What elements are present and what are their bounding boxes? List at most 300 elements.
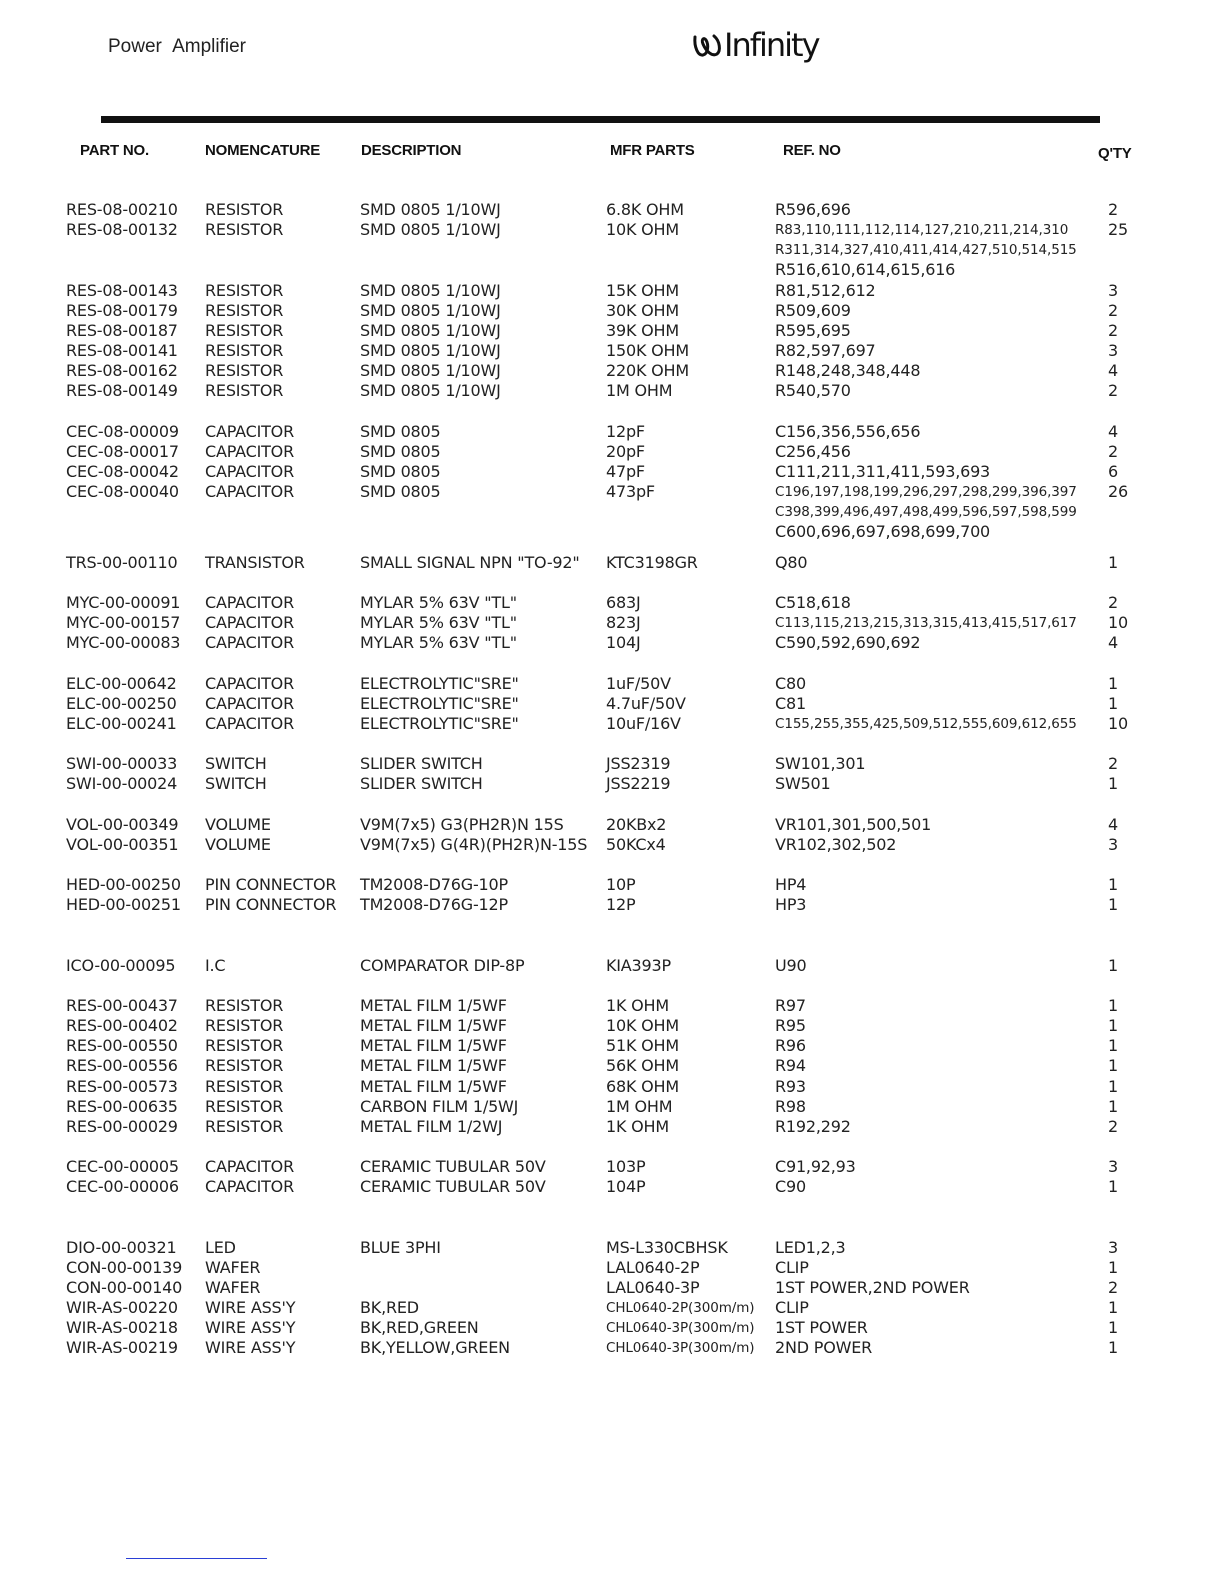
cell-description: SMD 0805 1/10WJ xyxy=(360,281,501,300)
cell-mfr-part: 12pF xyxy=(606,422,645,441)
cell-part-number: CON-00-00140 xyxy=(66,1278,183,1297)
cell-mfr-part: 10P xyxy=(606,875,636,894)
cell-mfr-part: 473pF xyxy=(606,482,655,501)
table-row xyxy=(0,774,1224,794)
cell-mfr-part: LAL0640-3P xyxy=(606,1278,700,1297)
col-header-mfr-parts: MFR PARTS xyxy=(610,142,695,159)
cell-description: CERAMIC TUBULAR 50V xyxy=(360,1157,546,1176)
cell-mfr-part: CHL0640-3P(300m/m) xyxy=(606,1320,755,1336)
cell-nomenclature: RESISTOR xyxy=(205,1117,284,1136)
cell-description: SMD 0805 1/10WJ xyxy=(360,220,501,239)
cell-reference: C590,592,690,692 xyxy=(775,633,921,652)
cell-part-number: RES-08-00143 xyxy=(66,281,178,300)
cell-part-number: HED-00-00250 xyxy=(66,875,181,894)
cell-nomenclature: RESISTOR xyxy=(205,996,284,1015)
cell-quantity: 1 xyxy=(1108,1318,1118,1337)
cell-description: SMD 0805 1/10WJ xyxy=(360,301,501,320)
table-row xyxy=(0,200,1224,220)
cell-mfr-part: 823J xyxy=(606,613,641,632)
table-row xyxy=(0,361,1224,381)
cell-nomenclature: WAFER xyxy=(205,1258,261,1277)
cell-nomenclature: LED xyxy=(205,1238,236,1257)
cell-nomenclature: CAPACITOR xyxy=(205,1157,294,1176)
cell-reference: C256,456 xyxy=(775,442,851,461)
cell-nomenclature: RESISTOR xyxy=(205,1036,284,1055)
cell-nomenclature: RESISTOR xyxy=(205,281,284,300)
cell-part-number: RES-08-00149 xyxy=(66,381,178,400)
cell-description: METAL FILM 1/5WF xyxy=(360,1077,507,1096)
cell-mfr-part: 30K OHM xyxy=(606,301,679,320)
cell-quantity: 1 xyxy=(1108,1016,1118,1035)
cell-description: SLIDER SWITCH xyxy=(360,774,483,793)
cell-description: MYLAR 5% 63V "TL" xyxy=(360,593,517,612)
table-row xyxy=(0,714,1224,734)
cell-part-number: RES-00-00029 xyxy=(66,1117,178,1136)
cell-quantity: 2 xyxy=(1108,593,1118,612)
table-row xyxy=(0,1318,1224,1338)
cell-mfr-part: MS-L330CBHSK xyxy=(606,1238,728,1257)
cell-quantity: 1 xyxy=(1108,996,1118,1015)
brand-wordmark: Infinity xyxy=(724,26,819,64)
cell-nomenclature: CAPACITOR xyxy=(205,674,294,693)
cell-quantity: 1 xyxy=(1108,1097,1118,1116)
cell-nomenclature: CAPACITOR xyxy=(205,694,294,713)
table-row xyxy=(0,1077,1224,1097)
cell-quantity: 25 xyxy=(1108,220,1128,239)
cell-mfr-part: 20pF xyxy=(606,442,645,461)
table-row xyxy=(0,956,1224,976)
cell-part-number: MYC-00-00091 xyxy=(66,593,181,612)
cell-reference: R95 xyxy=(775,1016,806,1035)
cell-quantity: 3 xyxy=(1108,281,1118,300)
cell-quantity: 2 xyxy=(1108,1117,1118,1136)
table-row xyxy=(0,1097,1224,1117)
cell-part-number: VOL-00-00351 xyxy=(66,835,179,854)
page-title: Power Amplifier xyxy=(108,36,246,57)
cell-part-number: RES-08-00210 xyxy=(66,200,178,219)
cell-reference: 2ND POWER xyxy=(775,1338,873,1357)
cell-part-number: CEC-00-00006 xyxy=(66,1177,179,1196)
table-row xyxy=(0,321,1224,341)
cell-reference: R82,597,697 xyxy=(775,341,876,360)
footer-link-underline[interactable] xyxy=(126,1558,267,1559)
cell-description: BK,YELLOW,GREEN xyxy=(360,1338,510,1357)
cell-quantity: 6 xyxy=(1108,462,1118,481)
cell-part-number: HED-00-00251 xyxy=(66,895,181,914)
cell-nomenclature: RESISTOR xyxy=(205,361,284,380)
table-row xyxy=(0,674,1224,694)
col-header-part-no: PART NO. xyxy=(80,142,149,159)
cell-reference: R540,570 xyxy=(775,381,851,400)
cell-quantity: 1 xyxy=(1108,553,1118,572)
cell-description: CARBON FILM 1/5WJ xyxy=(360,1097,519,1116)
table-row xyxy=(0,633,1224,653)
cell-part-number: MYC-00-00083 xyxy=(66,633,181,652)
cell-mfr-part: 50KCx4 xyxy=(606,835,666,854)
cell-part-number: RES-08-00132 xyxy=(66,220,178,239)
table-row xyxy=(0,220,1224,240)
cell-quantity: 1 xyxy=(1108,1298,1118,1317)
table-row xyxy=(0,442,1224,462)
cell-part-number: SWI-00-00033 xyxy=(66,754,178,773)
cell-nomenclature: RESISTOR xyxy=(205,341,284,360)
cell-quantity: 4 xyxy=(1108,422,1118,441)
cell-reference: C113,115,213,215,313,315,413,415,517,617 xyxy=(775,615,1077,631)
cell-part-number: RES-08-00162 xyxy=(66,361,178,380)
cell-mfr-part: 1M OHM xyxy=(606,381,673,400)
cell-reference: R192,292 xyxy=(775,1117,851,1136)
col-header-description: DESCRIPTION xyxy=(361,142,462,159)
cell-reference: Q80 xyxy=(775,553,808,572)
table-row xyxy=(0,502,1224,522)
cell-description: METAL FILM 1/5WF xyxy=(360,1036,507,1055)
cell-mfr-part: JSS2319 xyxy=(606,754,671,773)
cell-part-number: RES-08-00141 xyxy=(66,341,178,360)
cell-mfr-part: 103P xyxy=(606,1157,646,1176)
cell-nomenclature: CAPACITOR xyxy=(205,462,294,481)
cell-part-number: SWI-00-00024 xyxy=(66,774,178,793)
table-row xyxy=(0,1338,1224,1358)
cell-quantity: 2 xyxy=(1108,754,1118,773)
cell-description: TM2008-D76G-12P xyxy=(360,895,508,914)
cell-description: V9M(7x5) G3(PH2R)N 15S xyxy=(360,815,564,834)
table-row xyxy=(0,835,1224,855)
cell-nomenclature: CAPACITOR xyxy=(205,442,294,461)
cell-part-number: CEC-08-00040 xyxy=(66,482,179,501)
cell-description: SMD 0805 1/10WJ xyxy=(360,341,501,360)
cell-mfr-part: 6.8K OHM xyxy=(606,200,684,219)
cell-mfr-part: 1K OHM xyxy=(606,996,669,1015)
cell-mfr-part: 10K OHM xyxy=(606,220,679,239)
cell-mfr-part: 47pF xyxy=(606,462,645,481)
cell-description: SMD 0805 xyxy=(360,482,441,501)
cell-mfr-part: CHL0640-3P(300m/m) xyxy=(606,1340,755,1356)
cell-nomenclature: RESISTOR xyxy=(205,1097,284,1116)
cell-quantity: 26 xyxy=(1108,482,1128,501)
cell-reference: CLIP xyxy=(775,1258,809,1277)
cell-quantity: 1 xyxy=(1108,1056,1118,1075)
cell-reference: C196,197,198,199,296,297,298,299,396,397 xyxy=(775,484,1077,500)
table-row xyxy=(0,462,1224,482)
cell-nomenclature: VOLUME xyxy=(205,835,271,854)
cell-reference: 1ST POWER xyxy=(775,1318,868,1337)
cell-mfr-part: 56K OHM xyxy=(606,1056,679,1075)
cell-quantity: 2 xyxy=(1108,321,1118,340)
cell-mfr-part: KTC3198GR xyxy=(606,553,698,572)
table-row xyxy=(0,281,1224,301)
cell-quantity: 4 xyxy=(1108,633,1118,652)
table-row xyxy=(0,240,1224,260)
cell-mfr-part: 10K OHM xyxy=(606,1016,679,1035)
cell-description: SMD 0805 1/10WJ xyxy=(360,321,501,340)
cell-reference: LED1,2,3 xyxy=(775,1238,846,1257)
cell-quantity: 1 xyxy=(1108,774,1118,793)
cell-nomenclature: WIRE ASS'Y xyxy=(205,1298,296,1317)
cell-part-number: WIR-AS-00219 xyxy=(66,1338,178,1357)
cell-quantity: 2 xyxy=(1108,381,1118,400)
col-header-nomenclature: NOMENCATURE xyxy=(205,142,321,159)
cell-quantity: 2 xyxy=(1108,442,1118,461)
cell-part-number: CEC-08-00009 xyxy=(66,422,179,441)
cell-mfr-part: 12P xyxy=(606,895,636,914)
cell-mfr-part: 51K OHM xyxy=(606,1036,679,1055)
cell-description: SLIDER SWITCH xyxy=(360,754,483,773)
cell-mfr-part: 1K OHM xyxy=(606,1117,669,1136)
table-row xyxy=(0,1117,1224,1137)
table-row xyxy=(0,1298,1224,1318)
cell-reference: R516,610,614,615,616 xyxy=(775,260,956,279)
table-row xyxy=(0,522,1224,542)
cell-mfr-part: LAL0640-2P xyxy=(606,1258,700,1277)
cell-mfr-part: 39K OHM xyxy=(606,321,679,340)
cell-nomenclature: PIN CONNECTOR xyxy=(205,895,337,914)
cell-reference: C518,618 xyxy=(775,593,851,612)
cell-quantity: 1 xyxy=(1108,694,1118,713)
cell-nomenclature: RESISTOR xyxy=(205,220,284,239)
table-row xyxy=(0,553,1224,573)
cell-description: BLUE 3PHI xyxy=(360,1238,441,1257)
table-row xyxy=(0,694,1224,714)
cell-part-number: ICO-00-00095 xyxy=(66,956,176,975)
cell-reference: CLIP xyxy=(775,1298,809,1317)
cell-description: ELECTROLYTIC"SRE" xyxy=(360,694,519,713)
cell-description: MYLAR 5% 63V "TL" xyxy=(360,633,517,652)
cell-part-number: RES-00-00573 xyxy=(66,1077,178,1096)
cell-mfr-part: 1M OHM xyxy=(606,1097,673,1116)
cell-nomenclature: CAPACITOR xyxy=(205,613,294,632)
cell-quantity: 2 xyxy=(1108,301,1118,320)
cell-quantity: 1 xyxy=(1108,1258,1118,1277)
cell-reference: C156,356,556,656 xyxy=(775,422,921,441)
cell-nomenclature: RESISTOR xyxy=(205,200,284,219)
cell-quantity: 10 xyxy=(1108,613,1128,632)
cell-description: TM2008-D76G-10P xyxy=(360,875,508,894)
cell-quantity: 4 xyxy=(1108,361,1118,380)
col-header-qty: Q'TY xyxy=(1098,145,1132,162)
cell-part-number: DIO-00-00321 xyxy=(66,1238,177,1257)
table-row xyxy=(0,875,1224,895)
cell-quantity: 1 xyxy=(1108,1077,1118,1096)
cell-part-number: ELC-00-00241 xyxy=(66,714,177,733)
cell-quantity: 2 xyxy=(1108,1278,1118,1297)
cell-part-number: CON-00-00139 xyxy=(66,1258,183,1277)
cell-quantity: 4 xyxy=(1108,815,1118,834)
cell-part-number: RES-00-00402 xyxy=(66,1016,178,1035)
cell-quantity: 1 xyxy=(1108,1338,1118,1357)
table-row xyxy=(0,341,1224,361)
cell-mfr-part: CHL0640-2P(300m/m) xyxy=(606,1300,755,1316)
cell-description: SMD 0805 1/10WJ xyxy=(360,200,501,219)
cell-part-number: WIR-AS-00218 xyxy=(66,1318,178,1337)
cell-part-number: RES-00-00635 xyxy=(66,1097,178,1116)
cell-nomenclature: WAFER xyxy=(205,1278,261,1297)
cell-nomenclature: CAPACITOR xyxy=(205,482,294,501)
table-row xyxy=(0,613,1224,633)
cell-nomenclature: RESISTOR xyxy=(205,1016,284,1035)
cell-description: COMPARATOR DIP-8P xyxy=(360,956,525,975)
cell-description: CERAMIC TUBULAR 50V xyxy=(360,1177,546,1196)
cell-mfr-part: 15K OHM xyxy=(606,281,679,300)
cell-part-number: WIR-AS-00220 xyxy=(66,1298,178,1317)
cell-description: V9M(7x5) G(4R)(PH2R)N-15S xyxy=(360,835,588,854)
table-row xyxy=(0,593,1224,613)
cell-description: SMD 0805 1/10WJ xyxy=(360,381,501,400)
cell-reference: VR102,302,502 xyxy=(775,835,897,854)
cell-description: ELECTROLYTIC"SRE" xyxy=(360,674,519,693)
cell-nomenclature: PIN CONNECTOR xyxy=(205,875,337,894)
cell-nomenclature: RESISTOR xyxy=(205,381,284,400)
cell-nomenclature: VOLUME xyxy=(205,815,271,834)
cell-reference: R81,512,612 xyxy=(775,281,876,300)
cell-mfr-part: 10uF/16V xyxy=(606,714,681,733)
cell-nomenclature: WIRE ASS'Y xyxy=(205,1338,296,1357)
cell-quantity: 1 xyxy=(1108,875,1118,894)
cell-description: SMD 0805 xyxy=(360,442,441,461)
cell-reference: VR101,301,500,501 xyxy=(775,815,932,834)
cell-reference: HP3 xyxy=(775,895,807,914)
cell-reference: C398,399,496,497,498,499,596,597,598,599 xyxy=(775,504,1077,520)
table-row xyxy=(0,301,1224,321)
cell-nomenclature: CAPACITOR xyxy=(205,1177,294,1196)
table-row xyxy=(0,1016,1224,1036)
cell-nomenclature: RESISTOR xyxy=(205,1077,284,1096)
cell-nomenclature: RESISTOR xyxy=(205,321,284,340)
cell-nomenclature: TRANSISTOR xyxy=(205,553,305,572)
cell-reference: R96 xyxy=(775,1036,806,1055)
cell-reference: R93 xyxy=(775,1077,806,1096)
cell-part-number: CEC-08-00017 xyxy=(66,442,179,461)
cell-mfr-part: KIA393P xyxy=(606,956,671,975)
cell-reference: R148,248,348,448 xyxy=(775,361,921,380)
cell-part-number: RES-08-00179 xyxy=(66,301,178,320)
cell-reference: R596,696 xyxy=(775,200,851,219)
cell-quantity: 1 xyxy=(1108,956,1118,975)
cell-quantity: 3 xyxy=(1108,1238,1118,1257)
cell-part-number: CEC-00-00005 xyxy=(66,1157,179,1176)
cell-quantity: 1 xyxy=(1108,895,1118,914)
cell-nomenclature: I.C xyxy=(205,956,226,975)
cell-quantity: 2 xyxy=(1108,200,1118,219)
cell-reference: R83,110,111,112,114,127,210,211,214,310 xyxy=(775,222,1069,238)
cell-quantity: 3 xyxy=(1108,341,1118,360)
table-row xyxy=(0,1238,1224,1258)
cell-reference: C80 xyxy=(775,674,806,693)
cell-reference: U90 xyxy=(775,956,807,975)
cell-part-number: RES-00-00556 xyxy=(66,1056,178,1075)
cell-quantity: 1 xyxy=(1108,1177,1118,1196)
cell-mfr-part: 68K OHM xyxy=(606,1077,679,1096)
cell-nomenclature: WIRE ASS'Y xyxy=(205,1318,296,1337)
cell-nomenclature: RESISTOR xyxy=(205,301,284,320)
cell-quantity: 1 xyxy=(1108,1036,1118,1055)
table-row xyxy=(0,996,1224,1016)
cell-mfr-part: 4.7uF/50V xyxy=(606,694,686,713)
cell-reference: C111,211,311,411,593,693 xyxy=(775,462,991,481)
table-row xyxy=(0,1036,1224,1056)
cell-description: BK,RED xyxy=(360,1298,419,1317)
cell-reference: SW501 xyxy=(775,774,831,793)
cell-part-number: RES-00-00550 xyxy=(66,1036,178,1055)
cell-nomenclature: CAPACITOR xyxy=(205,714,294,733)
cell-mfr-part: 1uF/50V xyxy=(606,674,671,693)
cell-reference: C600,696,697,698,699,700 xyxy=(775,522,991,541)
table-row xyxy=(0,1177,1224,1197)
cell-description: SMALL SIGNAL NPN "TO-92" xyxy=(360,553,580,572)
cell-nomenclature: SWITCH xyxy=(205,754,267,773)
cell-reference: R94 xyxy=(775,1056,806,1075)
cell-reference: R98 xyxy=(775,1097,806,1116)
table-row xyxy=(0,422,1224,442)
cell-quantity: 10 xyxy=(1108,714,1128,733)
table-row xyxy=(0,895,1224,915)
cell-reference: R595,695 xyxy=(775,321,851,340)
cell-reference: R509,609 xyxy=(775,301,851,320)
cell-nomenclature: CAPACITOR xyxy=(205,593,294,612)
cell-part-number: VOL-00-00349 xyxy=(66,815,179,834)
cell-nomenclature: CAPACITOR xyxy=(205,633,294,652)
cell-reference: C155,255,355,425,509,512,555,609,612,655 xyxy=(775,716,1077,732)
cell-reference: C91,92,93 xyxy=(775,1157,856,1176)
table-row xyxy=(0,1258,1224,1278)
cell-description: SMD 0805 xyxy=(360,422,441,441)
cell-description: METAL FILM 1/5WF xyxy=(360,996,507,1015)
cell-part-number: MYC-00-00157 xyxy=(66,613,181,632)
cell-mfr-part: 220K OHM xyxy=(606,361,689,380)
table-row xyxy=(0,260,1224,280)
cell-reference: HP4 xyxy=(775,875,807,894)
cell-nomenclature: CAPACITOR xyxy=(205,422,294,441)
cell-quantity: 3 xyxy=(1108,1157,1118,1176)
cell-mfr-part: 104P xyxy=(606,1177,646,1196)
table-row xyxy=(0,381,1224,401)
cell-description: METAL FILM 1/5WF xyxy=(360,1056,507,1075)
cell-part-number: ELC-00-00642 xyxy=(66,674,177,693)
col-header-ref-no: REF. NO xyxy=(783,142,841,159)
table-row xyxy=(0,1056,1224,1076)
cell-reference: R97 xyxy=(775,996,806,1015)
cell-part-number: RES-08-00187 xyxy=(66,321,178,340)
cell-mfr-part: 104J xyxy=(606,633,641,652)
cell-nomenclature: SWITCH xyxy=(205,774,267,793)
cell-part-number: ELC-00-00250 xyxy=(66,694,177,713)
cell-mfr-part: 150K OHM xyxy=(606,341,689,360)
cell-reference: C90 xyxy=(775,1177,806,1196)
cell-description: BK,RED,GREEN xyxy=(360,1318,479,1337)
cell-mfr-part: JSS2219 xyxy=(606,774,671,793)
cell-part-number: CEC-08-00042 xyxy=(66,462,179,481)
table-row xyxy=(0,815,1224,835)
table-row xyxy=(0,1157,1224,1177)
cell-reference: C81 xyxy=(775,694,806,713)
table-row xyxy=(0,1278,1224,1298)
cell-description: SMD 0805 xyxy=(360,462,441,481)
cell-description: SMD 0805 1/10WJ xyxy=(360,361,501,380)
cell-quantity: 1 xyxy=(1108,674,1118,693)
cell-description: ELECTROLYTIC"SRE" xyxy=(360,714,519,733)
cell-reference: SW101,301 xyxy=(775,754,866,773)
table-row xyxy=(0,754,1224,774)
cell-quantity: 3 xyxy=(1108,835,1118,854)
cell-description: MYLAR 5% 63V "TL" xyxy=(360,613,517,632)
cell-description: METAL FILM 1/5WF xyxy=(360,1016,507,1035)
cell-description: METAL FILM 1/2WJ xyxy=(360,1117,503,1136)
cell-mfr-part: 683J xyxy=(606,593,641,612)
cell-part-number: RES-00-00437 xyxy=(66,996,178,1015)
cell-reference: 1ST POWER,2ND POWER xyxy=(775,1278,970,1297)
cell-mfr-part: 20KBx2 xyxy=(606,815,667,834)
cell-part-number: TRS-00-00110 xyxy=(66,553,178,572)
cell-nomenclature: RESISTOR xyxy=(205,1056,284,1075)
